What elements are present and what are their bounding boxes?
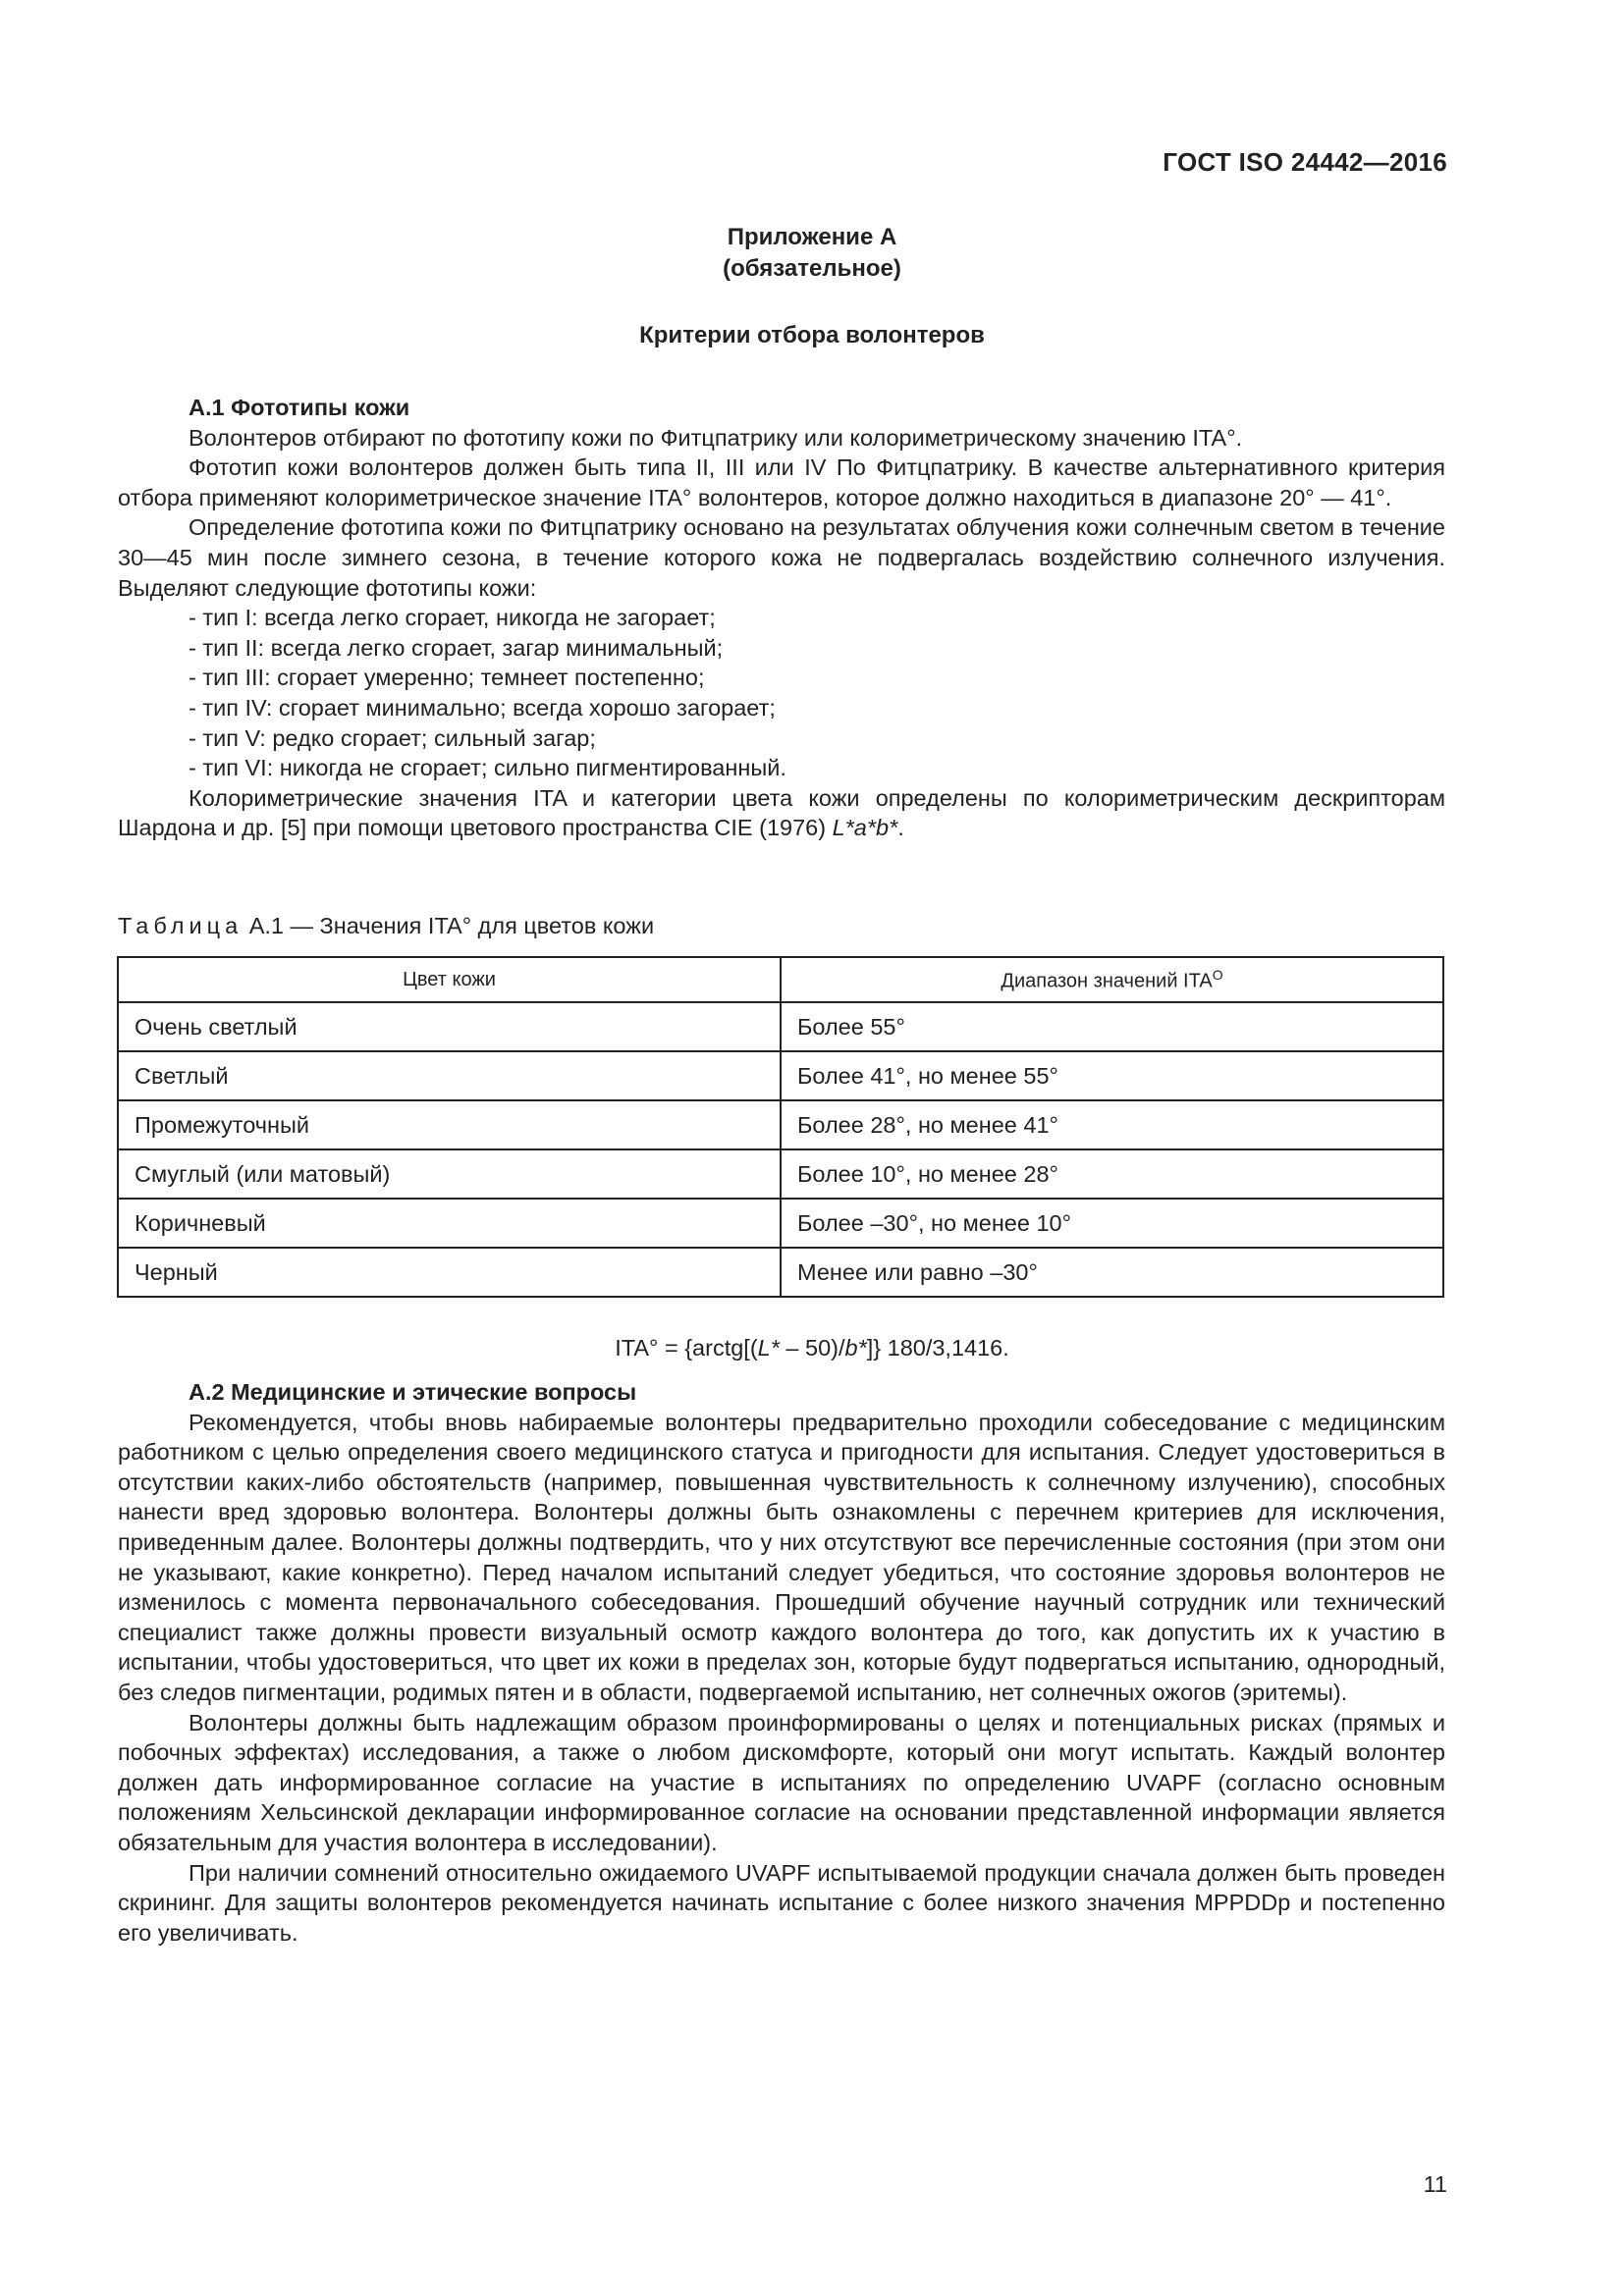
table-header-row bbox=[118, 957, 1443, 1002]
section-a2 bbox=[118, 1377, 1445, 1948]
formula-var-b: b* bbox=[844, 1335, 867, 1361]
paragraph bbox=[118, 783, 1445, 843]
table-header-cell bbox=[781, 957, 1443, 1002]
list-item: - тип III: сгорает умеренно; темнеет постепенно; bbox=[189, 665, 705, 691]
paragraph: Фототип кожи волонтеров должен быть типа II, III или IV По Фитцпатрику. В качестве альтернативного критерия отбора применяют колориметрическое значение ITA° волонтеров, которое должно находиться в диапазоне 20° — 41°. bbox=[118, 454, 1445, 510]
table-caption-word: Таблица bbox=[118, 913, 244, 938]
table-cell: Более 55° bbox=[781, 1002, 1443, 1051]
paragraph: Определение фототипа кожи по Фитцпатрику основано на результатах облучения кожи солнечным светом в течение 30—45 мин после зимнего сезона, в течение которого кожа не подвергалась воздействию солнечного излучения. Выделяют следующие фототипы кожи: bbox=[118, 514, 1445, 601]
annex-title: Приложение А bbox=[727, 224, 897, 250]
list-item: - тип I: всегда легко сгорает, никогда не загорает; bbox=[189, 605, 716, 631]
section-heading: А.2 Медицинские и этические вопросы bbox=[189, 1379, 637, 1405]
table-caption-text: А.1 — Значения ITA° для цветов кожи bbox=[248, 913, 655, 938]
table-caption bbox=[118, 913, 654, 939]
formula-part: ]} 180/3,1416. bbox=[866, 1335, 1009, 1361]
section-a1 bbox=[118, 393, 1445, 843]
table-cell: Более 41°, но менее 55° bbox=[781, 1051, 1443, 1100]
paragraph-text: Колориметрические значения ITA и категории цвета кожи определены по колориметрическим дескрипторам Шардона и др. [5] при помощи цветового пространства CIE (1976) bbox=[118, 784, 1445, 841]
paragraph: Волонтеры должны быть надлежащим образом проинформированы о целях и потенциальных рисках (прямых и побочных эффектах) исследования, а также о любом дискомфорте, который они могут испытать. Каждый волонтер должен дать информированное согласие на участие в испытаниях по определению UVAPF (согласно основным положениям Хельсинской декларации информированное согласие на основании представленной информации является обязательным для участия волонтера в исследовании). bbox=[118, 1709, 1445, 1855]
table-cell: Светлый bbox=[118, 1051, 781, 1100]
formula-part: – 50)/ bbox=[779, 1335, 845, 1361]
table-row bbox=[118, 1199, 1443, 1248]
table-cell: Промежуточный bbox=[118, 1100, 781, 1149]
list-item: - тип VI: никогда не сгорает; сильно пигментированный. bbox=[189, 755, 786, 781]
table-cell: Очень светлый bbox=[118, 1002, 781, 1051]
paragraph: Волонтеров отбирают по фототипу кожи по Фитцпатрику или колориметрическому значению ITA°. bbox=[189, 424, 1243, 451]
page-number: 11 bbox=[1423, 2171, 1447, 2197]
list-item: - тип II: всегда легко сгорает, загар минимальный; bbox=[189, 634, 724, 661]
table-cell: Менее или равно –30° bbox=[781, 1248, 1443, 1297]
table-cell: Коричневый bbox=[118, 1199, 781, 1248]
paragraph-end: . bbox=[897, 815, 904, 841]
degree-superscript: O bbox=[1212, 966, 1223, 983]
table-cell: Черный bbox=[118, 1248, 781, 1297]
annex-heading: Критерии отбора волонтеров bbox=[639, 322, 985, 348]
table-row bbox=[118, 1248, 1443, 1297]
table-row bbox=[118, 1051, 1443, 1100]
section-heading: А.1 Фототипы кожи bbox=[189, 395, 410, 420]
table-row bbox=[118, 1002, 1443, 1051]
table-row bbox=[118, 1100, 1443, 1149]
table-cell: Более 10°, но менее 28° bbox=[781, 1149, 1443, 1199]
table-cell: Смуглый (или матовый) bbox=[118, 1149, 781, 1199]
table-row bbox=[118, 1149, 1443, 1199]
formula-part: ITA° = {arctg[( bbox=[615, 1335, 758, 1361]
paragraph: При наличии сомнений относительно ожидаемого UVAPF испытываемой продукции сначала должен быть проведен скрининг. Для защиты волонтеров рекомендуется начинать испытание с более низкого значения MPPDDp и постепенно его увеличивать. bbox=[118, 1859, 1445, 1946]
annex-status: (обязательное) bbox=[723, 255, 901, 282]
paragraph: Рекомендуется, чтобы вновь набираемые волонтеры предварительно проходили собеседование с медицинским работником с целью определения своего медицинского статуса и пригодности для испытания. Следует удостовериться в отсутствии каких-либо обстоятельств (например, повышенная чувствительность к солнечному излучению), способных нанести вред здоровью волонтера. Волонтеры должны быть ознакомлены с перечнем критериев для исключения, приведенным далее. Волонтеры должны подтвердить, что у них отсутствуют все перечисленные состояния (при этом они не указывают, какие конкретно). Перед началом испытаний следует убедиться, что состояние здоровья волонтеров не изменилось с момента первоначального собеседования. Прошедший обучение научный сотрудник или технический специалист также должны провести визуальный осмотр каждого волонтера до того, как допустить их к участию в испытании, чтобы удостовериться, что цвет их кожи в пределах зон, которые будут подвергаться испытанию, однородный, без следов пигментации, родимых пятен и в области, подвергаемой испытанию, нет солнечных ожогов (эритемы). bbox=[118, 1409, 1445, 1705]
formula-var-l: L* bbox=[757, 1335, 780, 1361]
table-cell: Более –30°, но менее 10° bbox=[781, 1199, 1443, 1248]
color-space-notation: L*a*b* bbox=[832, 815, 898, 841]
table-header-text: Диапазон значений ITA bbox=[1001, 970, 1213, 992]
standard-number: ГОСТ ISO 24442—2016 bbox=[1163, 147, 1447, 177]
list-item: - тип IV: сгорает минимально; всегда хорошо загорает; bbox=[189, 694, 776, 721]
ita-formula bbox=[0, 1335, 1624, 1362]
table-header-cell: Цвет кожи bbox=[118, 957, 781, 1002]
ita-table bbox=[117, 956, 1444, 1298]
list-item: - тип V: редко сгорает; сильный загар; bbox=[189, 724, 596, 751]
table-cell: Более 28°, но менее 41° bbox=[781, 1100, 1443, 1149]
